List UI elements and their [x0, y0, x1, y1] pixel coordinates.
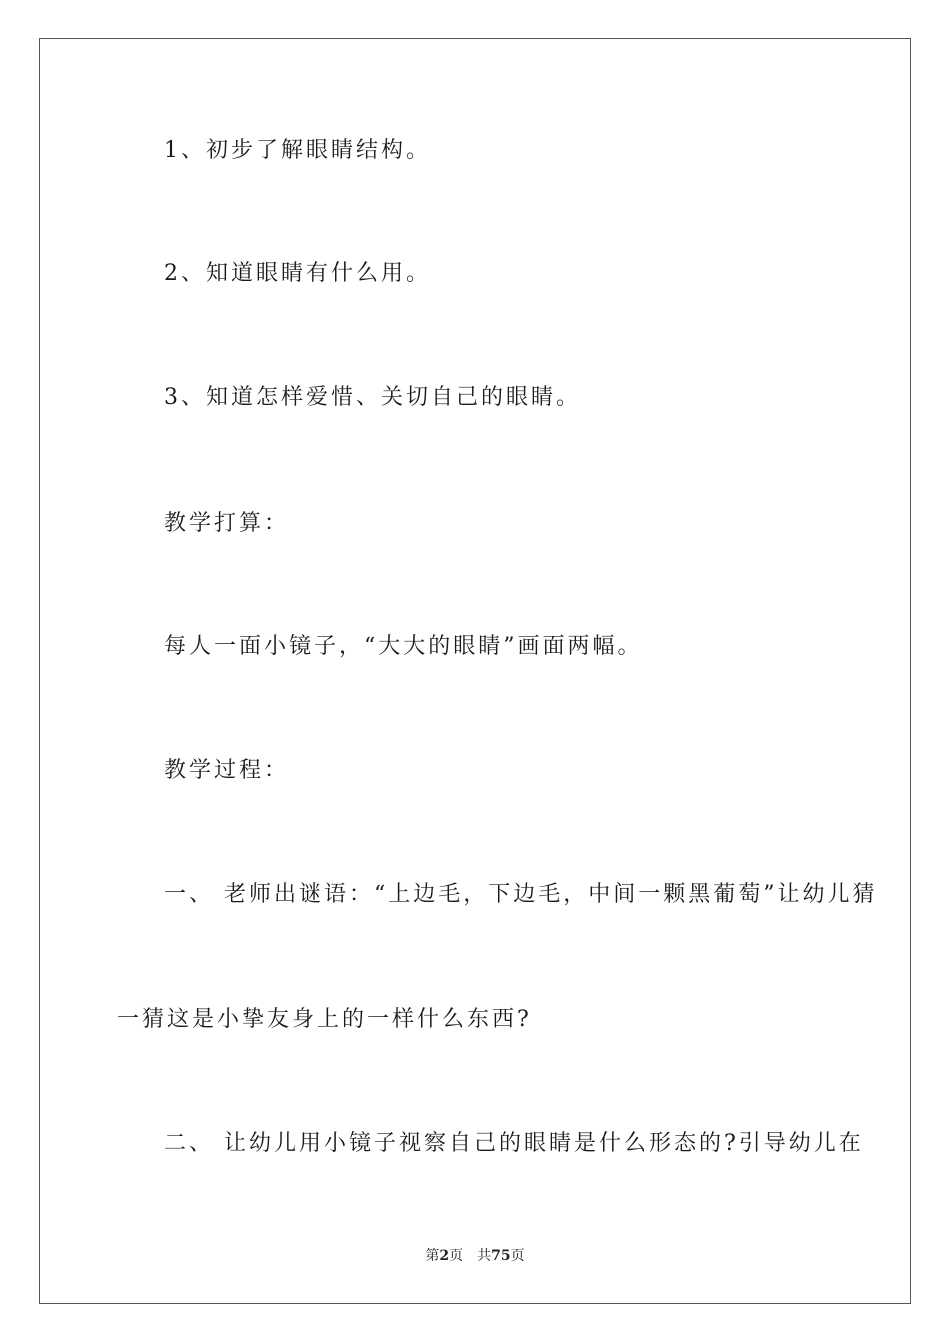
objective-line-2: 2、知道眼睛有什么用。: [164, 261, 431, 286]
page-frame: [39, 38, 911, 1304]
process-step-2: 二、 让幼儿用小镜子视察自己的眼睛是什么形态的?引导幼儿在: [164, 1131, 864, 1156]
process-step-1-continued: 一猜这是小挚友身上的一样什么东西?: [117, 1007, 532, 1032]
section-heading-process: 教学过程：: [164, 758, 290, 783]
objective-line-1: 1、初步了解眼睛结构。: [164, 138, 431, 163]
footer-total-prefix: 共: [477, 1248, 492, 1264]
process-step-1: 一、 老师出谜语：“上边毛，下边毛，中间一颗黑葡萄”让幼儿猜: [164, 882, 878, 907]
footer-total-pages: 75: [491, 1248, 511, 1264]
footer-total-suffix: 页: [510, 1248, 525, 1264]
section-heading-preparation: 教学打算：: [164, 511, 290, 536]
footer-page-prefix: 第: [425, 1248, 440, 1264]
objective-line-3: 3、知道怎样爱惜、关切自己的眼睛。: [164, 385, 581, 410]
footer-page-number: 2: [439, 1248, 450, 1264]
page-footer: [0, 1246, 950, 1266]
preparation-text: 每人一面小镜子，“大大的眼睛”画面两幅。: [164, 634, 643, 659]
footer-page-suffix: 页: [449, 1248, 464, 1264]
